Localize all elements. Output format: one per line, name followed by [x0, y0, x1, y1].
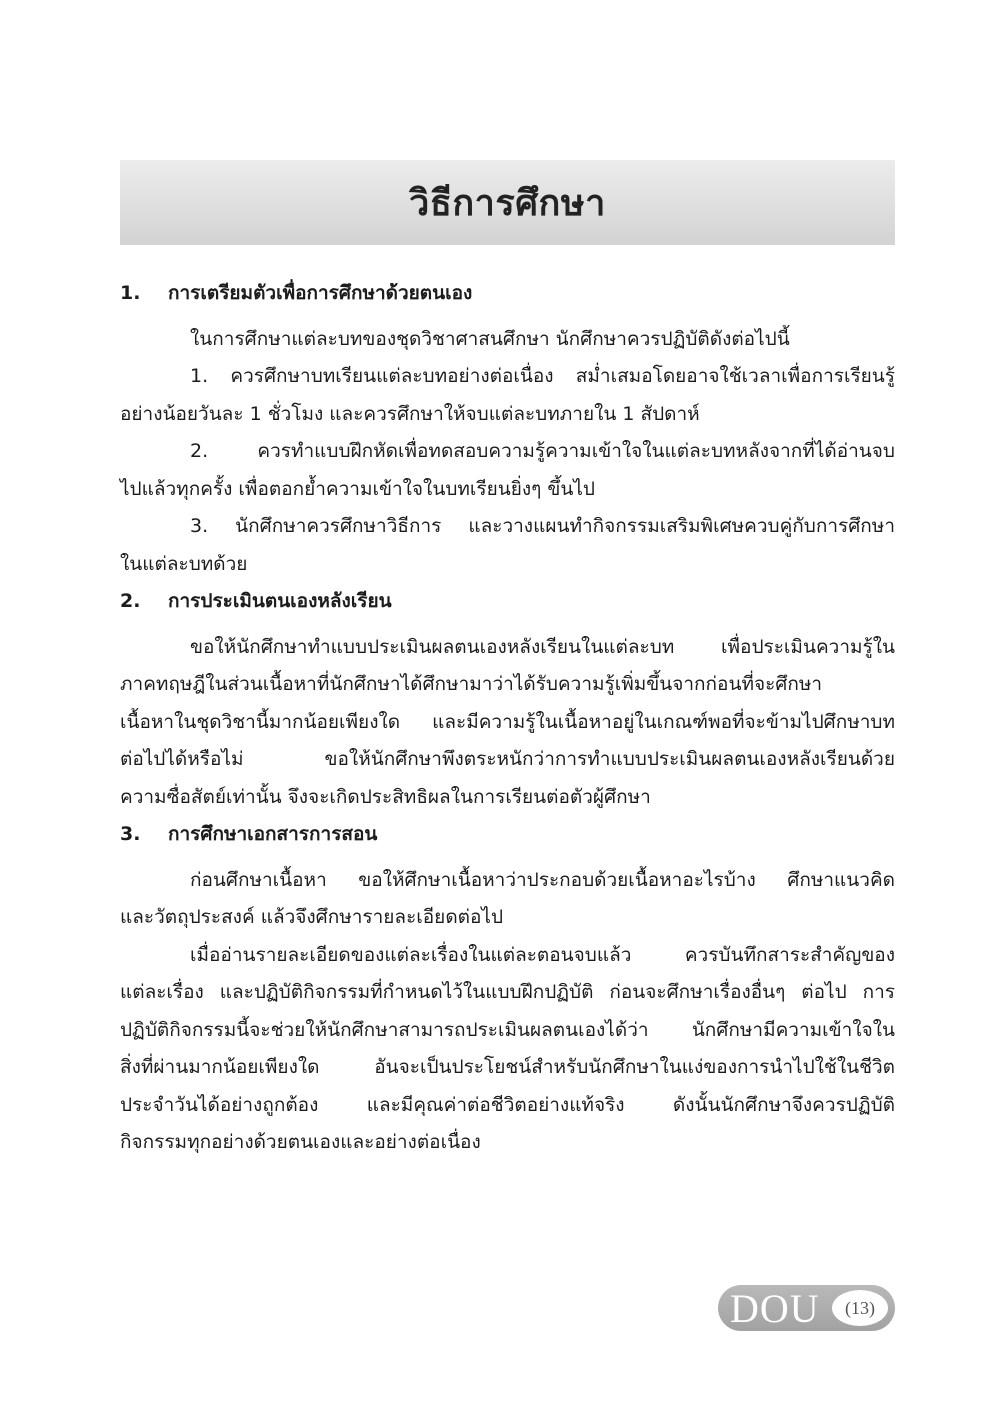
text-line: 1. ควรศึกษาบทเรียนแต่ละบทอย่างต่อเนื่อง สม่ำเสมอโดยอาจใช้เวลาเพื่อการเรียนรู้	[190, 365, 895, 387]
footer-badge	[718, 1285, 895, 1331]
text-line: ขอให้นักศึกษาทำแบบประเมินผลตนเองหลังเรียนในแต่ละบท เพื่อประเมินความรู้ใน	[190, 635, 895, 658]
section-heading	[120, 275, 895, 313]
section-title: การประเมินตนเองหลังเรียน	[168, 590, 392, 612]
title-banner	[120, 160, 895, 245]
text-line: ในการศึกษาแต่ละบทของชุดวิชาศาสนศึกษา นักศึกษาควรปฏิบัติดังต่อไปนี้	[190, 327, 790, 350]
text-line: ภาคทฤษฎีในส่วนเนื้อหาที่นักศึกษาได้ศึกษามาว่าได้รับความรู้เพิ่มขึ้นจากก่อนที่จะศึกษา	[120, 673, 823, 695]
text-line: ปฏิบัติกิจกรรมนี้จะช่วยให้นักศึกษาสามารถประเมินผลตนเองได้ว่า นักศึกษามีความเข้าใจใน	[120, 1018, 895, 1041]
dou-logo: DOU	[730, 1286, 820, 1331]
text-line: ในแต่ละบทด้วย	[120, 552, 248, 575]
text-line: 2. ควรทำแบบฝึกหัดเพื่อทดสอบความรู้ความเข้าใจในแต่ละบทหลังจากที่ได้อ่านจบ	[190, 440, 895, 462]
page-content	[120, 275, 895, 1162]
page-number: (13)	[832, 1290, 888, 1326]
section-number: 3.	[120, 823, 141, 845]
text-line: กิจกรรมทุกอย่างด้วยตนเองและอย่างต่อเนื่อง	[120, 1131, 481, 1153]
text-line: เมื่ออ่านรายละเอียดของแต่ละเรื่องในแต่ละตอนจบแล้ว ควรบันทึกสาระสำคัญของ	[190, 943, 895, 966]
text-line: อย่างน้อยวันละ 1 ชั่วโมง และควรศึกษาให้จบแต่ละบทภายใน 1 สัปดาห์	[120, 402, 700, 425]
text-line: ไปแล้วทุกครั้ง เพื่อตอกย้ำความเข้าใจในบทเรียนยิ่งๆ ขึ้นไป	[120, 477, 595, 500]
text-line: ก่อนศึกษาเนื้อหา ขอให้ศึกษาเนื้อหาว่าประกอบด้วยเนื้อหาอะไรบ้าง ศึกษาแนวคิด	[190, 868, 895, 891]
text-line: ต่อไปได้หรือไม่ ขอให้นักศึกษาพึงตระหนักว่าการทำแบบประเมินผลตนเองหลังเรียนด้วย	[120, 748, 895, 770]
page-title: วิธีการศึกษา	[409, 183, 606, 224]
section-heading	[120, 583, 895, 621]
text-line: เนื้อหาในชุดวิชานี้มากน้อยเพียงใด และมีความรู้ในเนื้อหาอยู่ในเกณฑ์พอที่จะข้ามไปศึกษาบท	[120, 710, 895, 733]
section-heading	[120, 816, 895, 854]
text-line: และวัตถุประสงค์ แล้วจึงศึกษารายละเอียดต่อไป	[120, 906, 504, 928]
text-line: ความซื่อสัตย์เท่านั้น จึงจะเกิดประสิทธิผลในการเรียนต่อตัวผู้ศึกษา	[120, 785, 651, 808]
text-line: แต่ละเรื่อง และปฏิบัติกิจกรรมที่กำหนดไว้ในแบบฝึกปฏิบัติ ก่อนจะศึกษาเรื่องอื่นๆ ต่อไป การ	[120, 981, 895, 1003]
section-title: การศึกษาเอกสารการสอน	[168, 823, 378, 845]
text-line: ประจำวันได้อย่างถูกต้อง และมีคุณค่าต่อชีวิตอย่างแท้จริง ดังนั้นนักศึกษาจึงควรปฏิบัติ	[120, 1093, 895, 1116]
section-title: การเตรียมตัวเพื่อการศึกษาด้วยตนเอง	[168, 282, 473, 304]
text-line: สิ่งที่ผ่านมากน้อยเพียงใด อันจะเป็นประโยชน์สำหรับนักศึกษาในแง่ของการนำไปใช้ในชีวิต	[120, 1056, 895, 1078]
text-line: 3. นักศึกษาควรศึกษาวิธีการ และวางแผนทำกิจกรรมเสริมพิเศษควบคู่กับการศึกษา	[190, 515, 895, 537]
section-number: 2.	[120, 590, 141, 612]
section-number: 1.	[120, 282, 141, 304]
